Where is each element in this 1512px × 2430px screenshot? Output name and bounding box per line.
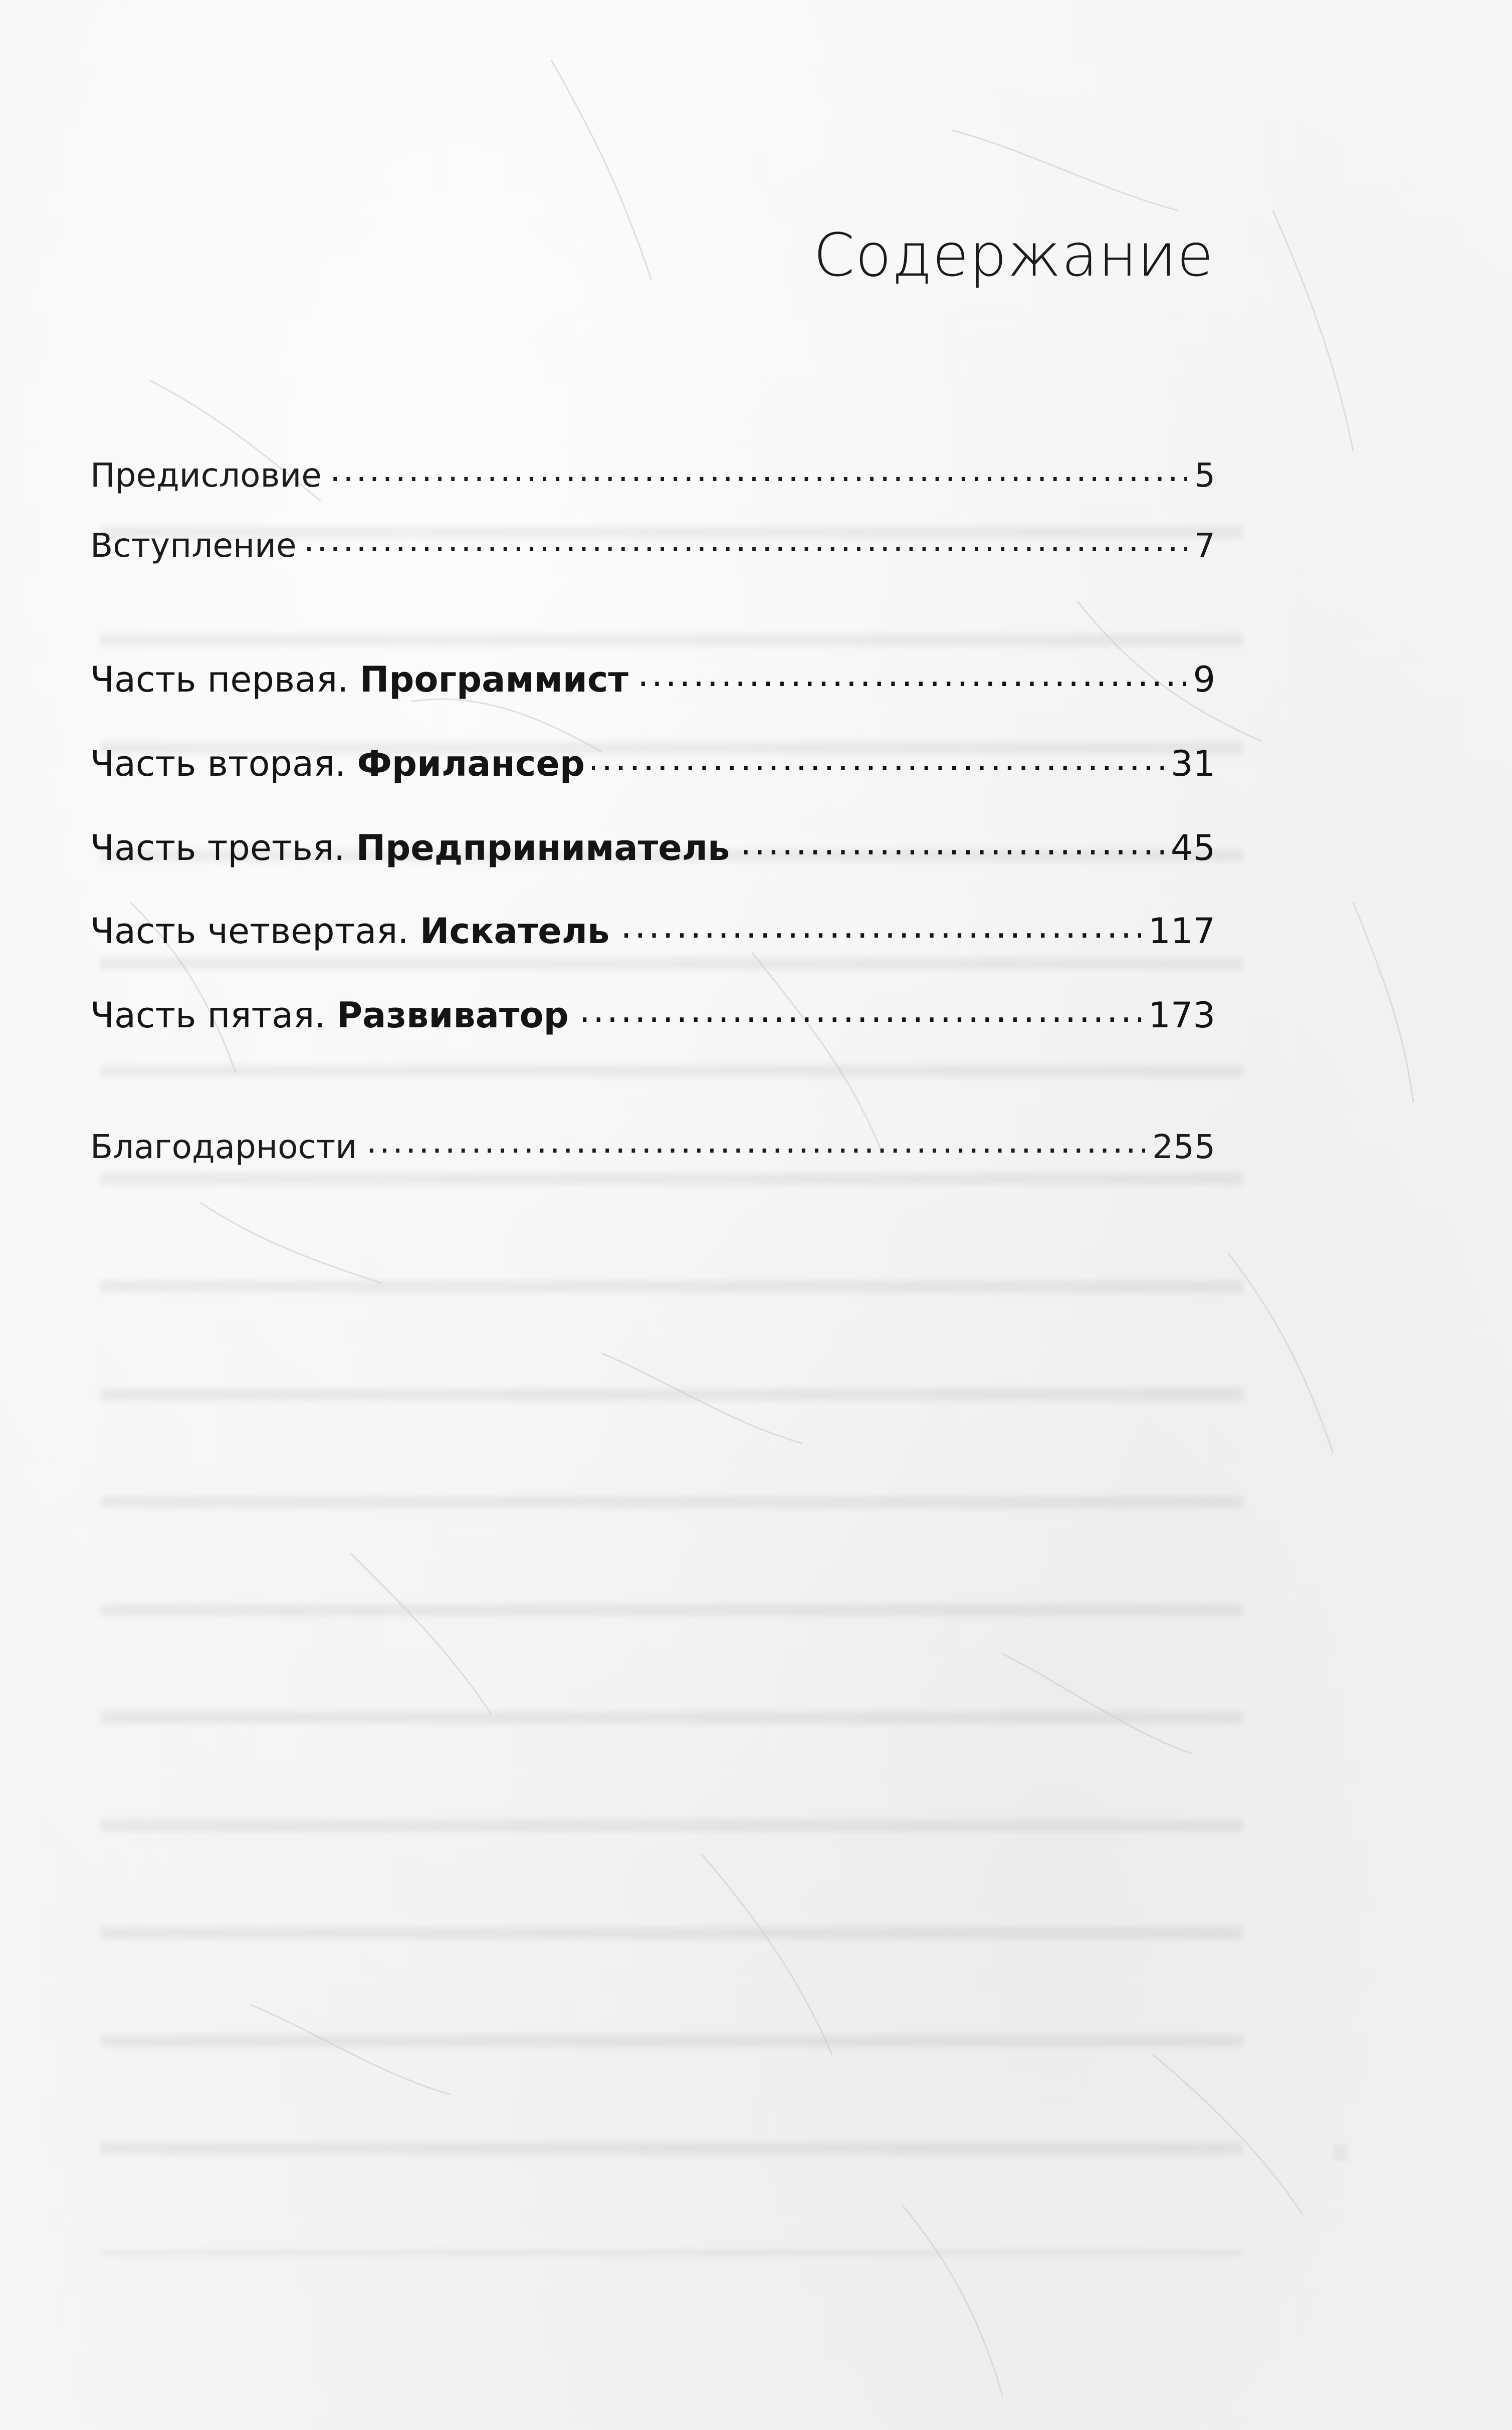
toc-entry-part-4 (90, 908, 1215, 952)
dot-leader (616, 908, 1141, 943)
faint-show-through-mark (1333, 2145, 1347, 2161)
toc-part-prefix: Часть четвертая. (90, 911, 420, 952)
toc-part-prefix: Часть первая. (90, 659, 360, 700)
toc-entry-part-3 (90, 825, 1215, 868)
toc-entry-label: Вступление (90, 526, 297, 565)
toc-entry-page: 117 (1148, 911, 1215, 952)
toc-entry-page: 31 (1170, 743, 1215, 784)
page-title: Содержание (813, 220, 1214, 290)
toc-part-prefix: Часть пятая. (90, 995, 337, 1036)
toc-part-prefix: Часть третья. (90, 827, 356, 868)
toc-entry-part-2 (90, 741, 1215, 784)
toc-entry-page: 173 (1148, 995, 1215, 1036)
dot-leader (576, 992, 1142, 1027)
toc-part-name: Искатель (419, 911, 610, 952)
toc-entry-page: 9 (1193, 659, 1215, 700)
toc-part-name: Предприниматель (356, 827, 730, 868)
toc-entry-foreword (90, 454, 1215, 495)
toc-entry-page: 7 (1194, 526, 1215, 565)
dot-leader (592, 741, 1164, 776)
toc-part-name: Программист (359, 659, 628, 700)
toc-entry-label: Предисловие (90, 456, 322, 495)
toc-entry-part-5 (90, 992, 1215, 1036)
dot-leader (737, 825, 1164, 860)
toc-entry-label: Благодарности (90, 1128, 357, 1166)
show-through-texture (100, 451, 1243, 2255)
toc-entry-acknowledgements (90, 1125, 1215, 1164)
toc-entry-page: 45 (1170, 827, 1215, 868)
dot-leader (364, 1125, 1145, 1158)
toc-part-name: Фрилансер (357, 743, 585, 784)
dot-leader (329, 454, 1187, 487)
toc-entry-page: 255 (1152, 1128, 1215, 1166)
toc-entry-part-1 (90, 656, 1215, 700)
toc-entry-introduction (90, 524, 1215, 565)
dot-leader (304, 524, 1187, 557)
toc-part-name: Развиватор (336, 995, 569, 1036)
dot-leader (635, 656, 1186, 692)
toc-part-prefix: Часть вторая. (90, 743, 357, 784)
toc-entry-page: 5 (1194, 456, 1215, 495)
